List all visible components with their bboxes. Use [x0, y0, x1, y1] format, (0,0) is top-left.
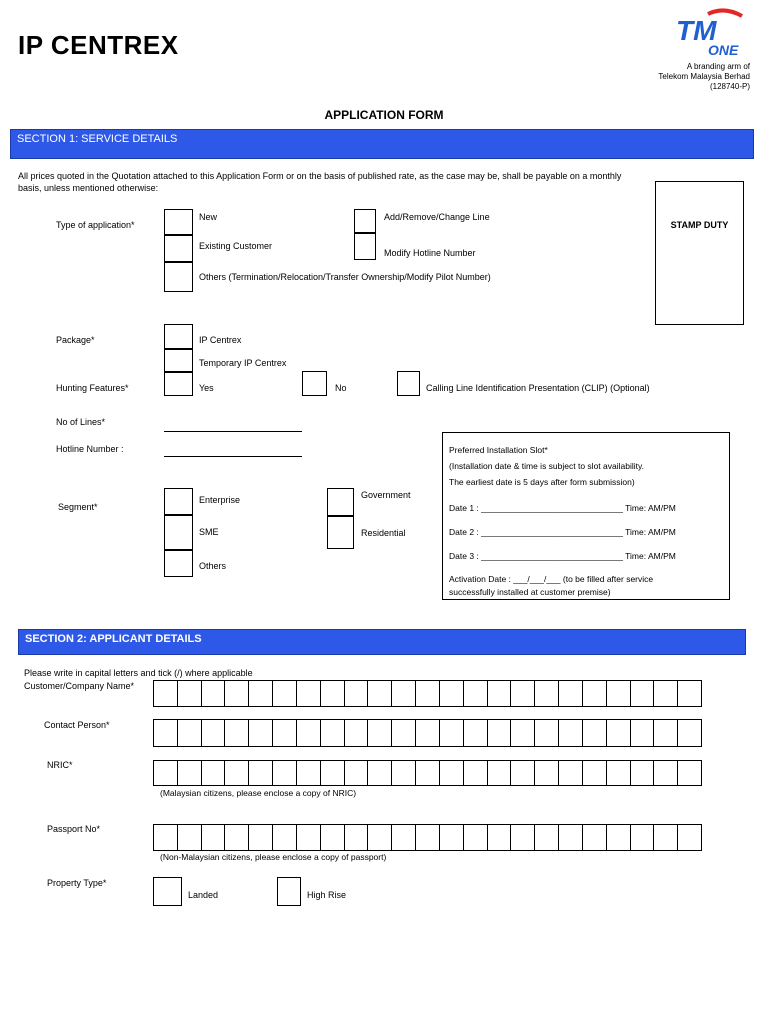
- package-temporary-label: Temporary IP Centrex: [199, 358, 287, 368]
- segment-others-label: Others: [199, 561, 227, 571]
- package-ip-centrex-label: IP Centrex: [199, 335, 242, 345]
- installation-slot-box: [442, 432, 730, 600]
- checkbox-landed[interactable]: [153, 877, 182, 906]
- activation-date-line-2: successfully installed at customer premise): [449, 587, 611, 597]
- hotline-number-label: Hotline Number :: [56, 444, 124, 454]
- checkbox-existing-customer[interactable]: [164, 235, 193, 262]
- date-3-field[interactable]: Date 3 : ______________________________ Time: AM/PM: [449, 551, 676, 561]
- activation-date-line-1: Activation Date : ___/___/___ (to be filled after service: [449, 574, 654, 584]
- segment-enterprise-label: Enterprise: [199, 495, 241, 505]
- date-1-field[interactable]: Date 1 : ______________________________ Time: AM/PM: [449, 503, 676, 513]
- no-of-lines-label: No of Lines*: [56, 417, 106, 427]
- option-add-remove-label: Add/Remove/Change Line: [384, 212, 490, 222]
- slot-title: Preferred Installation Slot*: [449, 445, 548, 455]
- slot-note-2: The earliest date is 5 days after form submission): [449, 477, 635, 487]
- customer-name-grid[interactable]: [153, 680, 702, 707]
- stamp-duty-label: STAMP DUTY: [670, 220, 729, 230]
- nric-label: NRIC*: [47, 760, 73, 770]
- hunting-yes-label: Yes: [199, 383, 214, 393]
- checkbox-residential[interactable]: [327, 516, 354, 549]
- contact-person-label: Contact Person*: [44, 720, 110, 730]
- checkbox-new[interactable]: [164, 209, 193, 235]
- customer-name-label: Customer/Company Name*: [24, 681, 135, 691]
- checkbox-hunting-no[interactable]: [302, 371, 327, 396]
- section-1-header: SECTION 1: SERVICE DETAILS: [10, 129, 754, 159]
- segment-sme-label: SME: [199, 527, 219, 537]
- date-2-field[interactable]: Date 2 : ______________________________ Time: AM/PM: [449, 527, 676, 537]
- checkbox-government[interactable]: [327, 488, 354, 516]
- nric-grid[interactable]: [153, 760, 702, 786]
- checkbox-temporary-ip-centrex[interactable]: [164, 349, 193, 372]
- logo-text: TM: [676, 15, 717, 46]
- passport-no-grid[interactable]: [153, 824, 702, 851]
- option-existing-label: Existing Customer: [199, 241, 273, 251]
- contact-person-grid[interactable]: [153, 719, 702, 747]
- property-highrise-label: High Rise: [307, 890, 347, 900]
- checkbox-add-remove-change[interactable]: [354, 209, 376, 233]
- hunting-features-label: Hunting Features*: [56, 383, 129, 393]
- package-label: Package*: [56, 335, 95, 345]
- checkbox-enterprise[interactable]: [164, 488, 193, 515]
- segment-residential-label: Residential: [361, 528, 406, 538]
- option-new-label: New: [199, 212, 218, 222]
- slot-note-1: (Installation date & time is subject to slot availability.: [449, 461, 644, 471]
- passport-note: (Non-Malaysian citizens, please enclose a copy of passport): [160, 852, 387, 862]
- clip-label: Calling Line Identification Presentation (CLIP) (Optional): [426, 383, 650, 393]
- no-of-lines-field[interactable]: [164, 431, 302, 432]
- hotline-number-field[interactable]: [164, 456, 302, 457]
- stamp-duty-box: [655, 181, 744, 325]
- tm-one-logo: [664, 8, 754, 58]
- branding-note: A branding arm of Telekom Malaysia Berhad (128740-P): [658, 62, 750, 91]
- segment-government-label: Government: [361, 490, 411, 500]
- hunting-no-label: No: [335, 383, 347, 393]
- property-landed-label: Landed: [188, 890, 219, 900]
- checkbox-sme[interactable]: [164, 515, 193, 550]
- property-type-label: Property Type*: [47, 878, 107, 888]
- application-form-heading: APPLICATION FORM: [324, 108, 444, 122]
- checkbox-ip-centrex[interactable]: [164, 324, 193, 349]
- checkbox-segment-others[interactable]: [164, 550, 193, 577]
- nric-note: (Malaysian citizens, please enclose a copy of NRIC): [160, 788, 357, 798]
- type-of-application-label: Type of application*: [56, 220, 135, 230]
- option-others-application-label: Others (Termination/Relocation/Transfer Ownership/Modify Pilot Number): [199, 272, 491, 282]
- logo-sub-text: ONE: [708, 42, 739, 58]
- option-modify-hotline-label: Modify Hotline Number: [384, 248, 476, 258]
- section-2-header: SECTION 2: APPLICANT DETAILS: [18, 629, 746, 655]
- capital-letters-instruction: Please write in capital letters and tick (/) where applicable: [24, 668, 253, 678]
- passport-no-label: Passport No*: [47, 824, 101, 834]
- checkbox-others-application[interactable]: [164, 262, 193, 292]
- segment-label: Segment*: [58, 502, 98, 512]
- checkbox-hunting-yes[interactable]: [164, 372, 193, 396]
- checkbox-high-rise[interactable]: [277, 877, 301, 906]
- section-1-intro: All prices quoted in the Quotation attached to this Application Form or on the basis of published rate, as the case may be, shall be payable on a monthly basis, unless mentioned otherwise:: [18, 171, 622, 193]
- checkbox-clip[interactable]: [397, 371, 420, 396]
- form-title-ip-centrex: IP CENTREX: [18, 30, 179, 60]
- checkbox-modify-hotline[interactable]: [354, 233, 376, 260]
